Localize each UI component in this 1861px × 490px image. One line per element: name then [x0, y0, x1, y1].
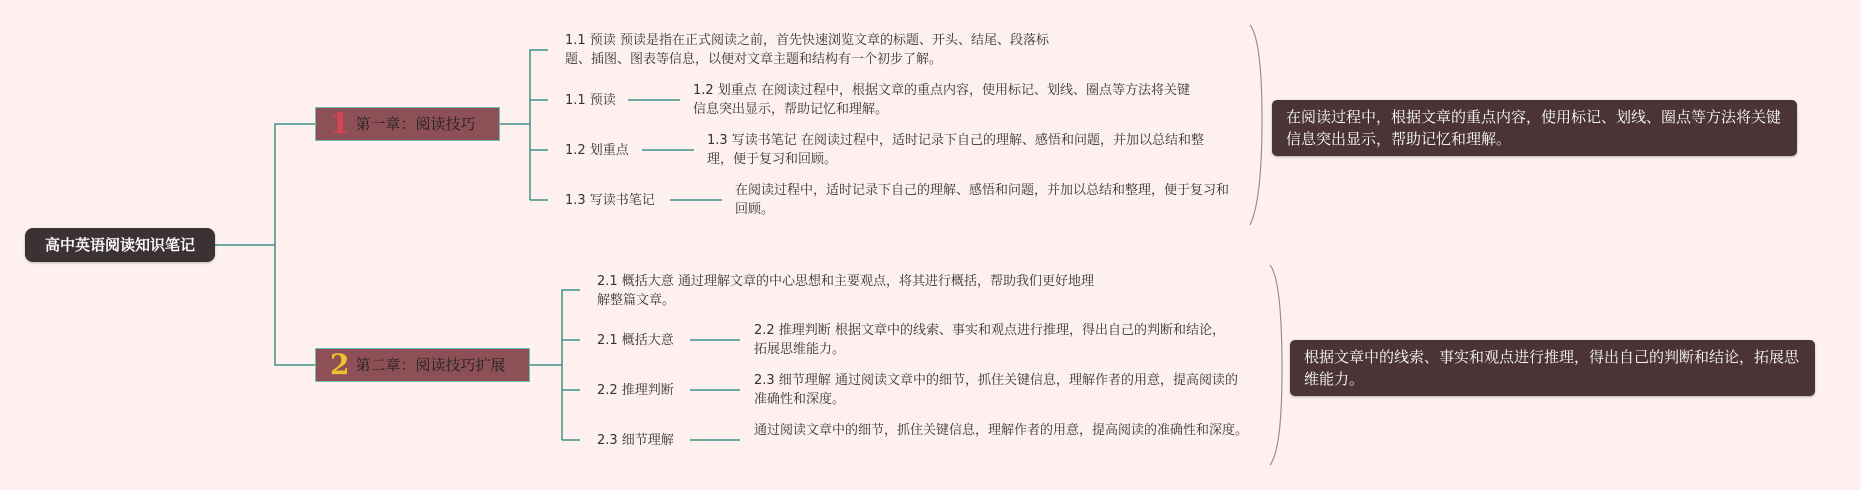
chapter-1-item-2-desc[interactable]: 1.3 写读书笔记 在阅读过程中，适时记录下自己的理解、感悟和问题，并加以总结和整理，便于复习和回顾。 — [707, 133, 1204, 167]
chapter-1-intro[interactable]: 1.1 预读 预读是指在正式阅读之前，首先快速浏览文章的标题、开头、结尾、段落标题、插图、图表等信息，以便对文章主题和结构有一个初步了解。 — [565, 33, 1049, 67]
chapter-2-node[interactable] — [315, 348, 530, 382]
chapter-2-label: 第二章：阅读技巧扩展 — [355, 356, 506, 374]
chapter-1-item-1[interactable]: 1.1 预读 — [565, 93, 616, 108]
chapter-2-item-1[interactable]: 2.1 概括大意 — [597, 333, 674, 348]
chapter-1-item-1-desc[interactable]: 1.2 划重点 在阅读过程中，根据文章的重点内容，使用标记、划线、圈点等方法将关键信息突出显示，帮助记忆和理解。 — [693, 83, 1190, 117]
bracket-ch2 — [1270, 265, 1282, 465]
chapter-1-node[interactable] — [315, 107, 500, 141]
chapter-2-summary[interactable]: 根据文章中的线索、事实和观点进行推理，得出自己的判断和结论，拓展思维能力。 — [1290, 340, 1815, 396]
connector-ch1 — [500, 50, 548, 200]
chapter-1-item-3[interactable]: 1.3 写读书笔记 — [565, 193, 655, 208]
bracket-ch1 — [1250, 25, 1262, 225]
chapter-1-number: 1 — [330, 107, 350, 140]
chapter-2-item-1-desc[interactable]: 2.2 推理判断 根据文章中的线索、事实和观点进行推理，得出自己的判断和结论，拓展思维能力。 — [754, 323, 1225, 357]
root-node[interactable] — [25, 228, 215, 262]
chapter-1-item-2[interactable]: 1.2 划重点 — [565, 143, 629, 158]
chapter-1-item-3-desc[interactable]: 在阅读过程中，适时记录下自己的理解、感悟和问题，并加以总结和整理，便于复习和回顾。 — [735, 183, 1230, 217]
chapter-2-item-2[interactable]: 2.2 推理判断 — [597, 383, 674, 398]
chapter-1-label: 第一章：阅读技巧 — [355, 115, 476, 133]
chapter-2-item-3-desc[interactable]: 通过阅读文章中的细节，抓住关键信息，理解作者的用意，提高阅读的准确性和深度。 — [754, 423, 1249, 438]
chapter-2-item-3[interactable]: 2.3 细节理解 — [597, 433, 674, 448]
connector-ch2-desc — [690, 340, 740, 440]
chapter-1-summary[interactable]: 在阅读过程中，根据文章的重点内容，使用标记、划线、圈点等方法将关键信息突出显示，帮助记忆和理解。 — [1272, 100, 1797, 156]
root-label: 高中英语阅读知识笔记 — [44, 236, 195, 254]
connector-ch2 — [530, 290, 580, 440]
chapter-2-number: 2 — [330, 348, 350, 381]
chapter-2-item-2-desc[interactable]: 2.3 细节理解 通过阅读文章中的细节，抓住关键信息，理解作者的用意，提高阅读的准确性和深度。 — [754, 373, 1238, 407]
chapter-2-intro[interactable]: 2.1 概括大意 通过理解文章的中心思想和主要观点，将其进行概括，帮助我们更好地理解整篇文章。 — [597, 274, 1094, 308]
connector-root — [215, 124, 315, 365]
